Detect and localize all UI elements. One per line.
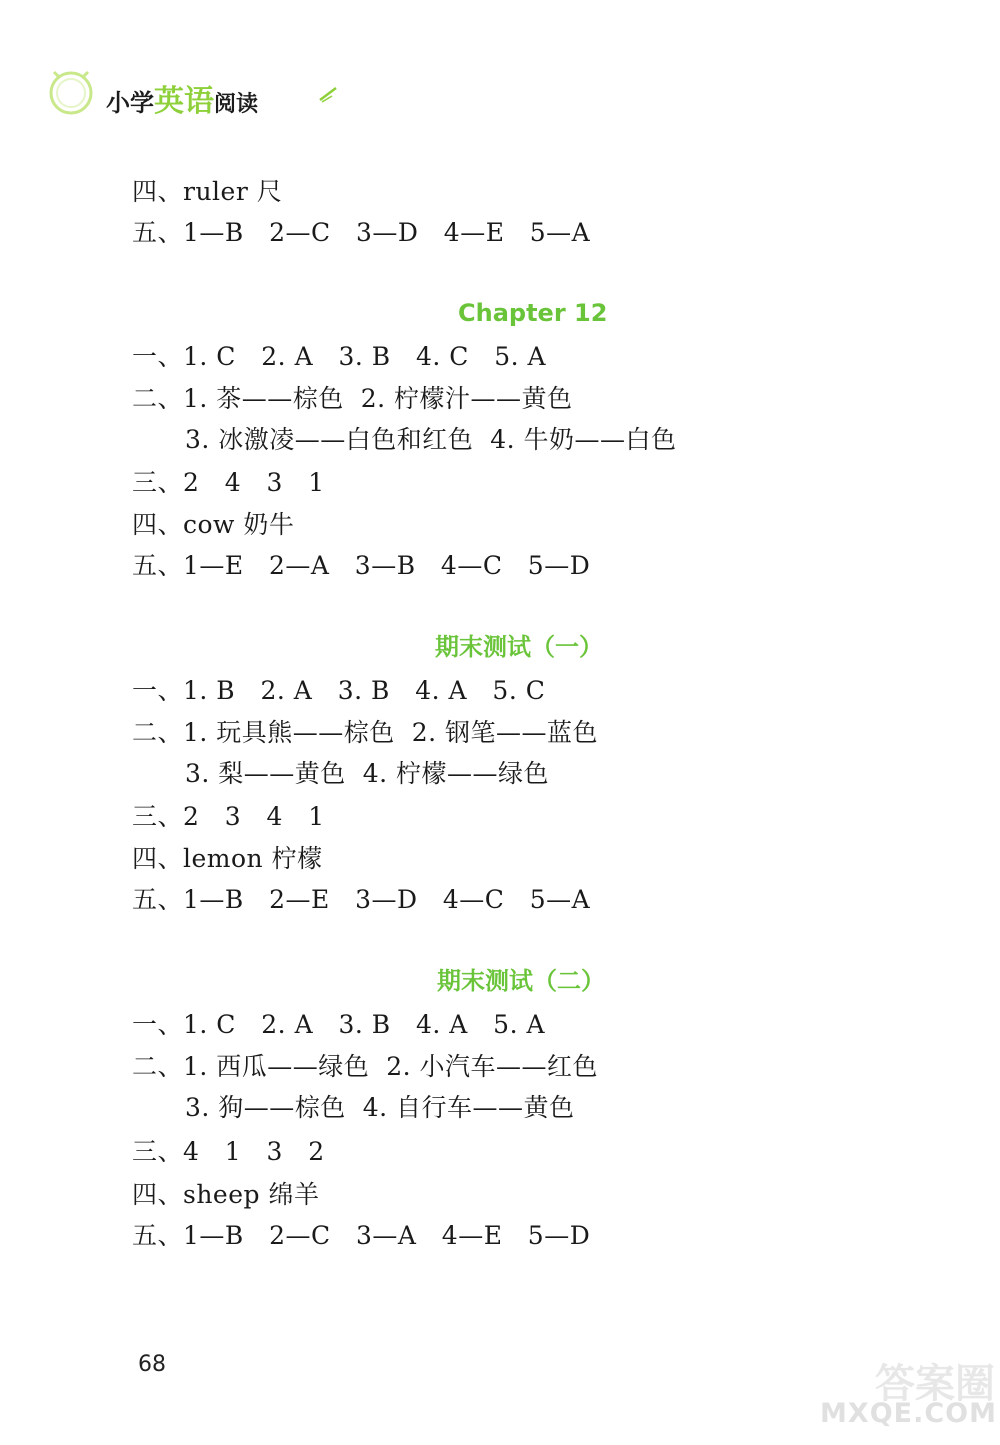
- alarm-clock-ring-icon: [46, 66, 96, 116]
- answer-line: 四、sheep 绵羊: [132, 1180, 320, 1209]
- answer-line: 一、1. C 2. A 3. B 4. C 5. A: [132, 342, 547, 371]
- answer-line: 3. 梨——黄色 4. 柠檬——绿色: [185, 759, 549, 788]
- answer-line: 三、2 4 3 1: [132, 468, 325, 497]
- pencil-icon: [318, 84, 340, 104]
- answer-line: 二、1. 西瓜——绿色 2. 小汽车——红色: [132, 1052, 598, 1081]
- answer-line: 四、lemon 柠檬: [132, 844, 323, 873]
- header-title-yuedu: 阅读: [214, 92, 259, 117]
- answer-line: 3. 狗——棕色 4. 自行车——黄色: [185, 1093, 575, 1122]
- section-title-final-test-2: 期末测试（二）: [437, 967, 605, 995]
- watermark-text: MXQE.COM: [820, 1398, 997, 1429]
- answer-line: 四、cow 奶牛: [132, 510, 295, 539]
- answer-line: 三、4 1 3 2: [132, 1137, 325, 1166]
- header-title-yingyu: 英语: [154, 84, 214, 119]
- section-title-final-test-1: 期末测试（一）: [435, 633, 603, 661]
- page-header: [40, 62, 360, 122]
- answer-line: 二、1. 茶——棕色 2. 柠檬汁——黄色: [132, 384, 573, 413]
- answer-line: 四、ruler 尺: [132, 177, 283, 206]
- answer-line: 二、1. 玩具熊——棕色 2. 钢笔——蓝色: [132, 718, 598, 747]
- answer-line: 五、1—B 2—C 3—D 4—E 5—A: [132, 218, 591, 247]
- header-title: [106, 76, 258, 120]
- watermark: [812, 1350, 997, 1440]
- answer-line: 一、1. C 2. A 3. B 4. A 5. A: [132, 1010, 546, 1039]
- answer-line: 五、1—B 2—E 3—D 4—C 5—A: [132, 885, 591, 914]
- watermark-logo: 答案圈: [875, 1361, 995, 1407]
- answer-line: 五、1—E 2—A 3—B 4—C 5—D: [132, 551, 591, 580]
- section-title-chapter-12: Chapter 12: [458, 299, 608, 327]
- answer-line: 五、1—B 2—C 3—A 4—E 5—D: [132, 1221, 591, 1250]
- page-number: 68: [138, 1352, 166, 1377]
- answer-line: 三、2 3 4 1: [132, 802, 325, 831]
- answer-line: 一、1. B 2. A 3. B 4. A 5. C: [132, 676, 546, 705]
- answer-line: 3. 冰激凌——白色和红色 4. 牛奶——白色: [185, 425, 677, 454]
- header-title-xiaoxue: 小学: [106, 89, 154, 117]
